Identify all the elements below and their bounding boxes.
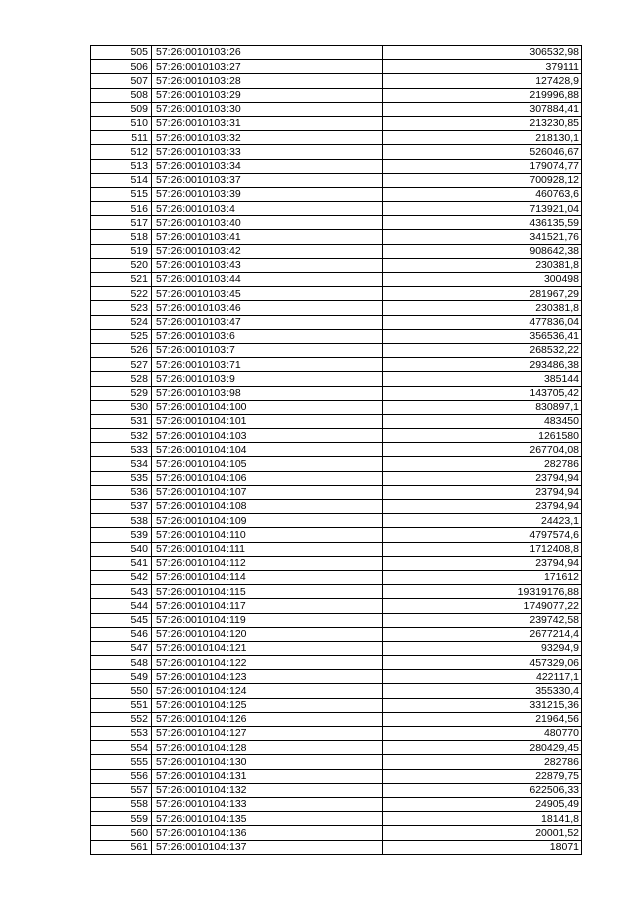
cadastral-number-cell: 57:26:0010104:130	[152, 755, 383, 769]
cadastral-number-cell: 57:26:0010103:47	[152, 315, 383, 329]
table-row	[91, 514, 582, 528]
cadastral-value-cell: 331215,36	[383, 698, 582, 712]
cadastral-number-cell: 57:26:0010104:114	[152, 570, 383, 584]
row-number-cell: 525	[91, 329, 152, 343]
cadastral-number-cell: 57:26:0010104:131	[152, 769, 383, 783]
cadastral-value-cell: 19319176,88	[383, 585, 582, 599]
row-number-cell: 523	[91, 301, 152, 315]
cadastral-number-cell: 57:26:0010104:108	[152, 500, 383, 514]
cadastral-number-cell: 57:26:0010104:112	[152, 556, 383, 570]
row-number-cell: 537	[91, 500, 152, 514]
table-row	[91, 684, 582, 698]
cadastral-number-cell: 57:26:0010103:45	[152, 287, 383, 301]
table-row	[91, 570, 582, 584]
cadastral-number-cell: 57:26:0010104:137	[152, 840, 383, 854]
cadastral-value-cell: 356536,41	[383, 329, 582, 343]
cadastral-value-cell: 436135,59	[383, 216, 582, 230]
table-row	[91, 826, 582, 840]
row-number-cell: 544	[91, 599, 152, 613]
cadastral-value-cell: 267704,08	[383, 443, 582, 457]
cadastral-value-cell: 477836,04	[383, 315, 582, 329]
row-number-cell: 538	[91, 514, 152, 528]
row-number-cell: 546	[91, 627, 152, 641]
cadastral-number-cell: 57:26:0010104:101	[152, 414, 383, 428]
row-number-cell: 554	[91, 741, 152, 755]
table-row	[91, 528, 582, 542]
cadastral-value-cell: 483450	[383, 414, 582, 428]
table-row	[91, 46, 582, 60]
cadastral-value-cell: 422117,1	[383, 670, 582, 684]
row-number-cell: 535	[91, 471, 152, 485]
cadastral-value-cell: 282786	[383, 457, 582, 471]
cadastral-number-cell: 57:26:0010104:120	[152, 627, 383, 641]
cadastral-value-cell: 379111	[383, 60, 582, 74]
table-row	[91, 471, 582, 485]
cadastral-number-cell: 57:26:0010103:40	[152, 216, 383, 230]
cadastral-number-cell: 57:26:0010104:122	[152, 656, 383, 670]
cadastral-number-cell: 57:26:0010104:132	[152, 783, 383, 797]
table-row	[91, 443, 582, 457]
cadastral-number-cell: 57:26:0010103:46	[152, 301, 383, 315]
row-number-cell: 547	[91, 641, 152, 655]
cadastral-value-cell: 171612	[383, 570, 582, 584]
cadastral-value-cell: 23794,94	[383, 500, 582, 514]
cadastral-number-cell: 57:26:0010104:103	[152, 429, 383, 443]
cadastral-value-cell: 355330,4	[383, 684, 582, 698]
cadastral-value-cell: 23794,94	[383, 471, 582, 485]
cadastral-value-cell: 143705,42	[383, 386, 582, 400]
table-row	[91, 741, 582, 755]
cadastral-value-cell: 93294,9	[383, 641, 582, 655]
cadastral-value-cell: 830897,1	[383, 400, 582, 414]
cadastral-number-cell: 57:26:0010104:109	[152, 514, 383, 528]
cadastral-value-cell: 280429,45	[383, 741, 582, 755]
cadastral-number-cell: 57:26:0010104:110	[152, 528, 383, 542]
table-row	[91, 116, 582, 130]
row-number-cell: 524	[91, 315, 152, 329]
table-row	[91, 202, 582, 216]
cadastral-number-cell: 57:26:0010103:26	[152, 46, 383, 60]
table-row	[91, 485, 582, 499]
row-number-cell: 560	[91, 826, 152, 840]
row-number-cell: 540	[91, 542, 152, 556]
cadastral-number-cell: 57:26:0010103:7	[152, 343, 383, 357]
cadastral-number-cell: 57:26:0010103:29	[152, 88, 383, 102]
cadastral-value-cell: 20001,52	[383, 826, 582, 840]
cadastral-number-cell: 57:26:0010103:41	[152, 230, 383, 244]
cadastral-value-cell: 218130,1	[383, 131, 582, 145]
row-number-cell: 519	[91, 244, 152, 258]
cadastral-number-cell: 57:26:0010103:31	[152, 116, 383, 130]
cadastral-value-cell: 239742,58	[383, 613, 582, 627]
row-number-cell: 509	[91, 102, 152, 116]
row-number-cell: 561	[91, 840, 152, 854]
table-row	[91, 315, 582, 329]
row-number-cell: 545	[91, 613, 152, 627]
cadastral-number-cell: 57:26:0010104:124	[152, 684, 383, 698]
cadastral-value-cell: 908642,38	[383, 244, 582, 258]
cadastral-number-cell: 57:26:0010104:106	[152, 471, 383, 485]
cadastral-value-cell: 1261580	[383, 429, 582, 443]
cadastral-value-cell: 23794,94	[383, 485, 582, 499]
table-row	[91, 244, 582, 258]
row-number-cell: 550	[91, 684, 152, 698]
table-row	[91, 88, 582, 102]
row-number-cell: 541	[91, 556, 152, 570]
cadastral-value-cell: 230381,8	[383, 258, 582, 272]
cadastral-value-cell: 4797574,6	[383, 528, 582, 542]
cadastral-number-cell: 57:26:0010104:128	[152, 741, 383, 755]
cadastral-number-cell: 57:26:0010103:34	[152, 159, 383, 173]
table-row	[91, 585, 582, 599]
row-number-cell: 515	[91, 187, 152, 201]
cadastral-value-cell: 480770	[383, 727, 582, 741]
row-number-cell: 517	[91, 216, 152, 230]
table-row	[91, 287, 582, 301]
row-number-cell: 510	[91, 116, 152, 130]
cadastral-value-cell: 22879,75	[383, 769, 582, 783]
table-row	[91, 613, 582, 627]
cadastral-value-cell: 24423,1	[383, 514, 582, 528]
cadastral-number-cell: 57:26:0010103:6	[152, 329, 383, 343]
row-number-cell: 530	[91, 400, 152, 414]
table-row	[91, 386, 582, 400]
cadastral-number-cell: 57:26:0010103:33	[152, 145, 383, 159]
cadastral-number-cell: 57:26:0010104:100	[152, 400, 383, 414]
table-row	[91, 783, 582, 797]
row-number-cell: 557	[91, 783, 152, 797]
cadastral-number-cell: 57:26:0010104:126	[152, 712, 383, 726]
row-number-cell: 533	[91, 443, 152, 457]
cadastral-value-cell: 213230,85	[383, 116, 582, 130]
cadastral-number-cell: 57:26:0010104:135	[152, 812, 383, 826]
cadastral-value-cell: 268532,22	[383, 343, 582, 357]
cadastral-number-cell: 57:26:0010104:117	[152, 599, 383, 613]
row-number-cell: 516	[91, 202, 152, 216]
cadastral-number-cell: 57:26:0010104:111	[152, 542, 383, 556]
row-number-cell: 508	[91, 88, 152, 102]
cadastral-number-cell: 57:26:0010103:28	[152, 74, 383, 88]
cadastral-number-cell: 57:26:0010103:43	[152, 258, 383, 272]
cadastral-value-cell: 385144	[383, 372, 582, 386]
cadastral-value-cell: 460763,6	[383, 187, 582, 201]
cadastral-value-cell: 21964,56	[383, 712, 582, 726]
table-row	[91, 627, 582, 641]
row-number-cell: 520	[91, 258, 152, 272]
row-number-cell: 506	[91, 60, 152, 74]
row-number-cell: 555	[91, 755, 152, 769]
cadastral-value-cell: 23794,94	[383, 556, 582, 570]
table-row	[91, 542, 582, 556]
table-row	[91, 187, 582, 201]
row-number-cell: 543	[91, 585, 152, 599]
table-row	[91, 755, 582, 769]
row-number-cell: 522	[91, 287, 152, 301]
table-row	[91, 230, 582, 244]
cadastral-number-cell: 57:26:0010104:104	[152, 443, 383, 457]
row-number-cell: 511	[91, 131, 152, 145]
row-number-cell: 559	[91, 812, 152, 826]
row-number-cell: 514	[91, 173, 152, 187]
table-row	[91, 812, 582, 826]
cadastral-value-cell: 526046,67	[383, 145, 582, 159]
table-row	[91, 670, 582, 684]
row-number-cell: 526	[91, 343, 152, 357]
cadastral-number-cell: 57:26:0010103:37	[152, 173, 383, 187]
table-row	[91, 500, 582, 514]
table-row	[91, 358, 582, 372]
table-row	[91, 769, 582, 783]
table-row	[91, 102, 582, 116]
row-number-cell: 528	[91, 372, 152, 386]
table-row	[91, 329, 582, 343]
cadastral-number-cell: 57:26:0010103:32	[152, 131, 383, 145]
cadastral-number-cell: 57:26:0010104:105	[152, 457, 383, 471]
table-row	[91, 145, 582, 159]
row-number-cell: 552	[91, 712, 152, 726]
row-number-cell: 536	[91, 485, 152, 499]
row-number-cell: 521	[91, 273, 152, 287]
cadastral-value-cell: 281967,29	[383, 287, 582, 301]
cadastral-number-cell: 57:26:0010103:71	[152, 358, 383, 372]
cadastral-value-cell: 713921,04	[383, 202, 582, 216]
row-number-cell: 513	[91, 159, 152, 173]
cadastral-value-cell: 18071	[383, 840, 582, 854]
row-number-cell: 527	[91, 358, 152, 372]
row-number-cell: 551	[91, 698, 152, 712]
row-number-cell: 518	[91, 230, 152, 244]
cadastral-number-cell: 57:26:0010103:30	[152, 102, 383, 116]
row-number-cell: 529	[91, 386, 152, 400]
cadastral-number-cell: 57:26:0010104:125	[152, 698, 383, 712]
table-row	[91, 641, 582, 655]
cadastral-value-cell: 18141,8	[383, 812, 582, 826]
cadastral-value-cell: 700928,12	[383, 173, 582, 187]
table-row	[91, 599, 582, 613]
cadastral-value-cell: 2677214,4	[383, 627, 582, 641]
cadastral-number-cell: 57:26:0010103:42	[152, 244, 383, 258]
table-row	[91, 656, 582, 670]
cadastral-value-table	[90, 45, 582, 855]
cadastral-value-cell: 230381,8	[383, 301, 582, 315]
table-row	[91, 712, 582, 726]
row-number-cell: 507	[91, 74, 152, 88]
table-row	[91, 273, 582, 287]
cadastral-number-cell: 57:26:0010103:9	[152, 372, 383, 386]
table-row	[91, 343, 582, 357]
cadastral-number-cell: 57:26:0010104:127	[152, 727, 383, 741]
cadastral-number-cell: 57:26:0010104:123	[152, 670, 383, 684]
cadastral-number-cell: 57:26:0010104:136	[152, 826, 383, 840]
cadastral-value-cell: 306532,98	[383, 46, 582, 60]
table-row	[91, 457, 582, 471]
cadastral-value-cell: 293486,38	[383, 358, 582, 372]
table-row	[91, 131, 582, 145]
cadastral-number-cell: 57:26:0010104:133	[152, 797, 383, 811]
cadastral-value-cell: 179074,77	[383, 159, 582, 173]
row-number-cell: 558	[91, 797, 152, 811]
row-number-cell: 531	[91, 414, 152, 428]
table-body	[91, 46, 582, 855]
table-row	[91, 414, 582, 428]
cadastral-value-cell: 622506,33	[383, 783, 582, 797]
cadastral-value-cell: 341521,76	[383, 230, 582, 244]
row-number-cell: 548	[91, 656, 152, 670]
cadastral-number-cell: 57:26:0010104:115	[152, 585, 383, 599]
cadastral-number-cell: 57:26:0010103:39	[152, 187, 383, 201]
table-row	[91, 797, 582, 811]
table-row	[91, 372, 582, 386]
row-number-cell: 505	[91, 46, 152, 60]
cadastral-value-cell: 1712408,8	[383, 542, 582, 556]
cadastral-number-cell: 57:26:0010104:107	[152, 485, 383, 499]
table-row	[91, 60, 582, 74]
cadastral-number-cell: 57:26:0010103:4	[152, 202, 383, 216]
row-number-cell: 512	[91, 145, 152, 159]
row-number-cell: 549	[91, 670, 152, 684]
table-row	[91, 301, 582, 315]
cadastral-value-cell: 127428,9	[383, 74, 582, 88]
cadastral-value-cell: 24905,49	[383, 797, 582, 811]
cadastral-value-cell: 307884,41	[383, 102, 582, 116]
table-row	[91, 173, 582, 187]
row-number-cell: 553	[91, 727, 152, 741]
table-row	[91, 400, 582, 414]
cadastral-value-cell: 457329,06	[383, 656, 582, 670]
table-row	[91, 429, 582, 443]
table-row	[91, 258, 582, 272]
cadastral-number-cell: 57:26:0010104:119	[152, 613, 383, 627]
row-number-cell: 556	[91, 769, 152, 783]
table-row	[91, 74, 582, 88]
table-row	[91, 556, 582, 570]
table-row	[91, 159, 582, 173]
table-row	[91, 840, 582, 854]
table-row	[91, 727, 582, 741]
cadastral-value-cell: 1749077,22	[383, 599, 582, 613]
cadastral-value-cell: 300498	[383, 273, 582, 287]
cadastral-number-cell: 57:26:0010103:44	[152, 273, 383, 287]
cadastral-number-cell: 57:26:0010103:98	[152, 386, 383, 400]
table-row	[91, 216, 582, 230]
cadastral-value-cell: 282786	[383, 755, 582, 769]
row-number-cell: 539	[91, 528, 152, 542]
row-number-cell: 542	[91, 570, 152, 584]
row-number-cell: 534	[91, 457, 152, 471]
cadastral-value-cell: 219996,88	[383, 88, 582, 102]
cadastral-number-cell: 57:26:0010104:121	[152, 641, 383, 655]
table-row	[91, 698, 582, 712]
row-number-cell: 532	[91, 429, 152, 443]
cadastral-number-cell: 57:26:0010103:27	[152, 60, 383, 74]
